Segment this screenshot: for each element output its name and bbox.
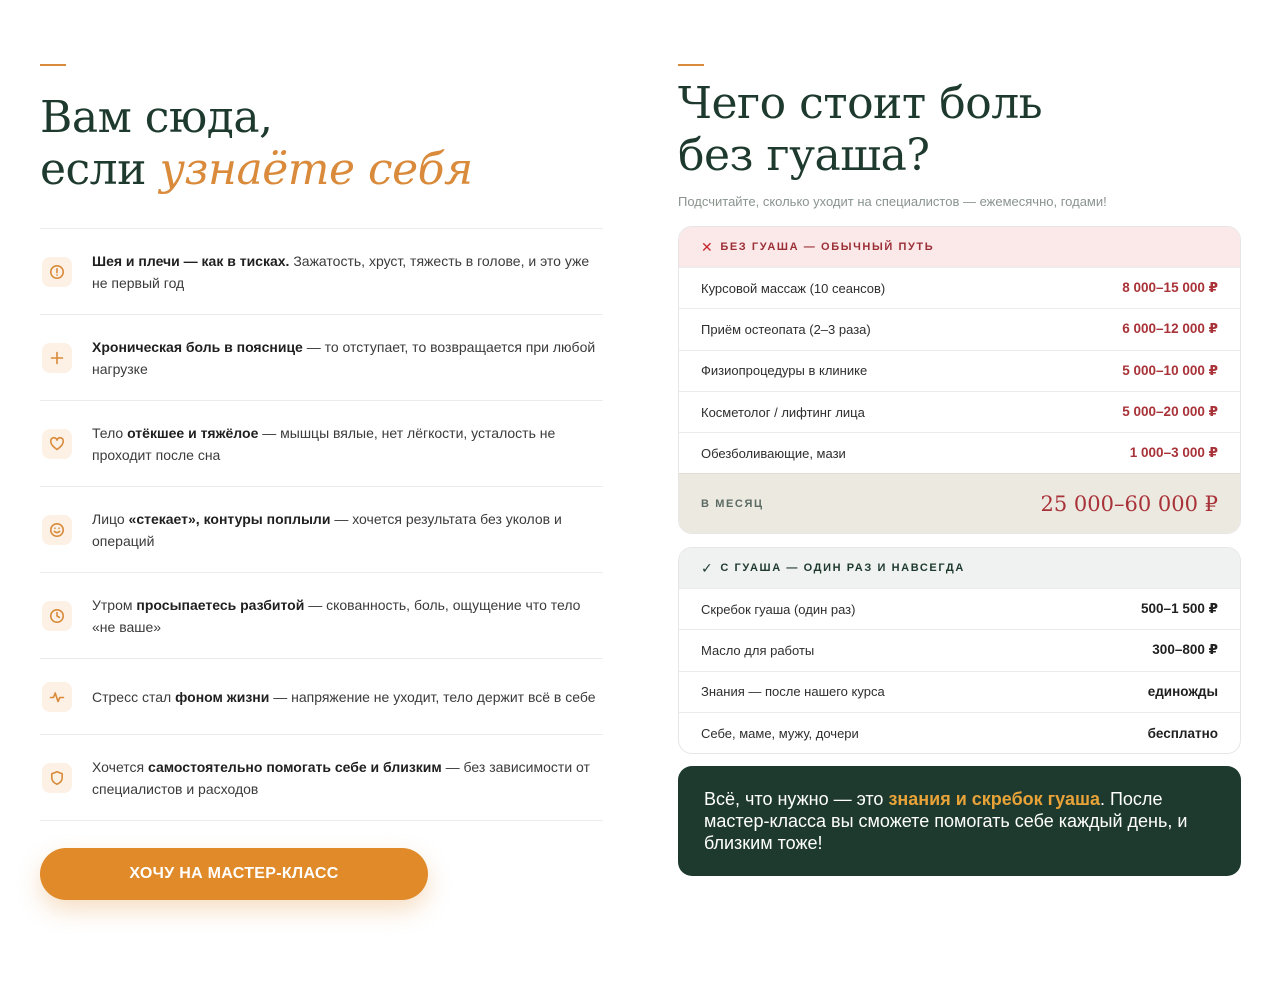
monthly-total bbox=[679, 473, 1240, 533]
row-label: Масло для работы bbox=[701, 642, 815, 658]
row-label: Приём остеопата (2–3 раза) bbox=[701, 321, 871, 337]
accent-line bbox=[40, 64, 66, 66]
row-value: 1 000–3 000 ₽ bbox=[1129, 445, 1218, 461]
row-value: единожды bbox=[1147, 684, 1218, 700]
without-guasha-card bbox=[678, 226, 1241, 534]
cross-icon: ✕ bbox=[701, 238, 715, 255]
table-row bbox=[679, 588, 1240, 629]
audience-section bbox=[40, 64, 603, 821]
list-item-text: Лицо «стекает», контуры поплыли — хочется результата без уколов и операций bbox=[92, 510, 562, 549]
masterclass-signup-button[interactable]: ХОЧУ НА МАСТЕР-КЛАСС bbox=[40, 848, 428, 900]
list-item bbox=[40, 229, 603, 315]
pain-list bbox=[40, 228, 603, 821]
row-value: 5 000–10 000 ₽ bbox=[1122, 362, 1218, 378]
list-item-text: Утром просыпаетесь разбитой — скованность, боль, ощущение что тело «не ваше» bbox=[92, 596, 581, 635]
row-label: Знания — после нашего курса bbox=[701, 684, 885, 700]
list-item-text: Тело отёкшее и тяжёлое — мышцы вялые, нет лёгкости, усталость не проходит после сна bbox=[92, 424, 556, 463]
total-label: В МЕСЯЦ bbox=[701, 497, 764, 510]
cost-section bbox=[678, 64, 1241, 209]
cost-title: Чего стоит боль без гуаша? bbox=[678, 78, 1043, 181]
row-label: Скребок гуаша (один раз) bbox=[701, 601, 856, 617]
list-item bbox=[40, 315, 603, 401]
table-row bbox=[679, 712, 1240, 753]
check-icon: ✓ bbox=[701, 559, 715, 576]
row-label: Косметолог / лифтинг лица bbox=[701, 404, 865, 420]
list-item-text: Хроническая боль в пояснице — то отступает, то возвращается при любой нагрузке bbox=[92, 338, 596, 377]
pulse-icon bbox=[42, 682, 72, 712]
list-item bbox=[40, 401, 603, 487]
accent-line bbox=[678, 64, 704, 66]
table-row bbox=[679, 308, 1240, 349]
row-label: Себе, маме, мужу, дочери bbox=[701, 725, 859, 741]
row-value: 300–800 ₽ bbox=[1152, 642, 1218, 658]
table-row bbox=[679, 267, 1240, 308]
with-guasha-card bbox=[678, 547, 1241, 754]
audience-title: Вам сюда, если узнаёте себя bbox=[40, 92, 473, 195]
audience-title-highlight: узнаёте себя bbox=[159, 144, 473, 195]
row-value: 6 000–12 000 ₽ bbox=[1122, 321, 1218, 337]
table-row bbox=[679, 629, 1240, 670]
summary-note: Всё, что нужно — это знания и скребок гуаша. После мастер-класса вы сможете помогать себе каждый день, и близким тоже! bbox=[678, 766, 1241, 876]
plus-icon bbox=[42, 343, 72, 373]
cost-subtitle: Подсчитайте, сколько уходит на специалистов — ежемесячно, годами! bbox=[678, 194, 1107, 209]
list-item bbox=[40, 659, 603, 735]
clock-icon bbox=[42, 601, 72, 631]
table-row bbox=[679, 671, 1240, 712]
list-item bbox=[40, 487, 603, 573]
list-item bbox=[40, 573, 603, 659]
table-row bbox=[679, 432, 1240, 473]
row-label: Курсовой массаж (10 сеансов) bbox=[701, 280, 886, 296]
shield-icon bbox=[42, 763, 72, 793]
card-heading: ✕ БЕЗ ГУАША — ОБЫЧНЫЙ ПУТЬ bbox=[679, 227, 1240, 267]
total-value: 25 000–60 000 ₽ bbox=[1040, 491, 1218, 516]
list-item-text: Хочется самостоятельно помогать себе и близким — без зависимости от специалистов и расходов bbox=[92, 758, 590, 797]
list-item-text: Стресс стал фоном жизни — напряжение не уходит, тело держит всё в себе bbox=[92, 688, 596, 705]
row-value: бесплатно bbox=[1147, 725, 1218, 741]
row-value: 5 000–20 000 ₽ bbox=[1122, 404, 1218, 420]
list-item bbox=[40, 735, 603, 821]
row-label: Обезболивающие, мази bbox=[701, 445, 846, 461]
alert-circle-icon bbox=[42, 257, 72, 287]
row-value: 500–1 500 ₽ bbox=[1141, 601, 1218, 617]
list-item-text: Шея и плечи — как в тисках. Зажатость, хруст, тяжесть в голове, и это уже не первый год bbox=[92, 252, 590, 291]
card-heading: ✓ С ГУАША — ОДИН РАЗ И НАВСЕГДА bbox=[679, 548, 1240, 588]
note-highlight: знания и скребок гуаша bbox=[888, 789, 1100, 809]
smile-icon bbox=[42, 515, 72, 545]
row-value: 8 000–15 000 ₽ bbox=[1122, 280, 1218, 296]
heart-icon bbox=[42, 429, 72, 459]
table-row bbox=[679, 391, 1240, 432]
table-row bbox=[679, 350, 1240, 391]
row-label: Физиопроцедуры в клинике bbox=[701, 363, 868, 379]
